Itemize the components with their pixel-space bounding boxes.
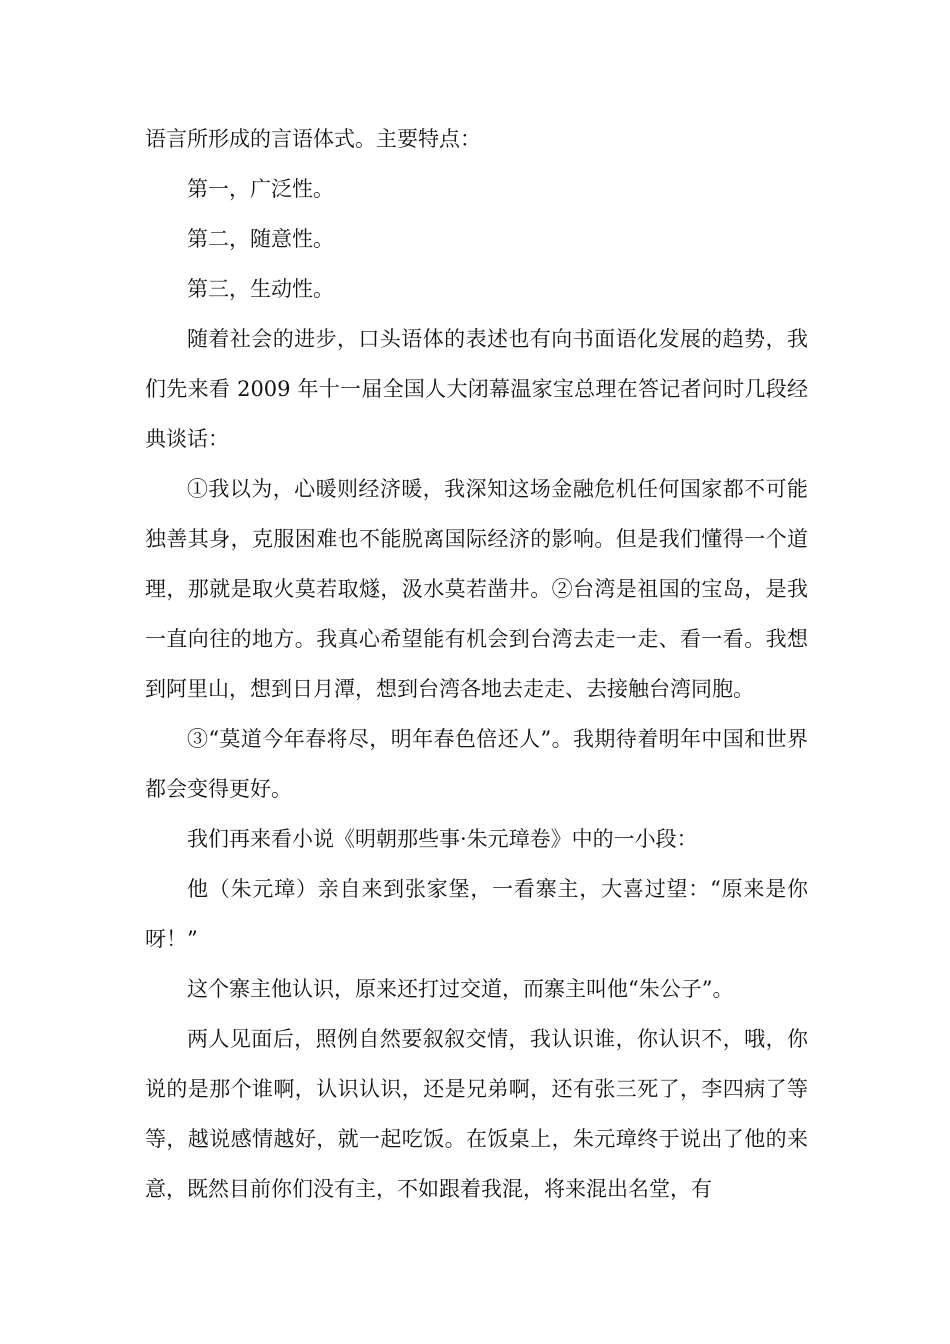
paragraph-quote-1-2: ①我以为，心暖则经济暖，我深知这场金融危机任何国家都不可能独善其身，克服困难也不能脱离国际经济的影响。但是我们懂得一个道理，那就是取火莫若取燧，汲水莫若凿井。②台湾是祖国的宝岛，是我一直向往的地方。我真心希望能有机会到台湾去走一走、看一看。我想到阿里山，想到日月潭，想到台湾各地去走走、去接触台湾同胞。 — [145, 477, 808, 701]
paragraph-quote-3: ③“莫道今年春将尽，明年春色倍还人”。我期待着明年中国和世界都会变得更好。 — [145, 727, 808, 801]
paragraph-novel-2: 这个寨主他认识，原来还打过交道，而寨主叫他“朱公子”。 — [187, 977, 734, 1001]
document-page — [145, 114, 808, 1214]
paragraph-novel-intro: 我们再来看小说《明朝那些事·朱元璋卷》中的一小段： — [187, 827, 698, 851]
paragraph-novel-3: 两人见面后，照例自然要叙叙交情，我认识谁，你认识不，哦，你说的是那个谁啊，认识认识，还是兄弟啊，还有张三死了，李四病了等等，越说感情越好，就一起吃饭。在饭桌上，朱元璋终于说出了他的来意，既然目前你们没有主，不如跟着我混，将来混出名堂，有 — [145, 1027, 808, 1201]
paragraph-novel-1: 他（朱元璋）亲自来到张家堡，一看寨主，大喜过望：“原来是你呀！” — [145, 877, 808, 951]
paragraph-trend: 随着社会的进步，口头语体的表述也有向书面语化发展的趋势，我们先来看 2009 年十一届全国人大闭幕温家宝总理在答记者问时几段经典谈话： — [145, 327, 808, 451]
paragraph-continued: 语言所形成的言语体式。主要特点： — [145, 127, 481, 151]
paragraph-feature-1: 第一，广泛性。 — [187, 177, 334, 201]
paragraph-feature-3: 第三，生动性。 — [187, 277, 334, 301]
paragraph-feature-2: 第二，随意性。 — [187, 227, 334, 251]
